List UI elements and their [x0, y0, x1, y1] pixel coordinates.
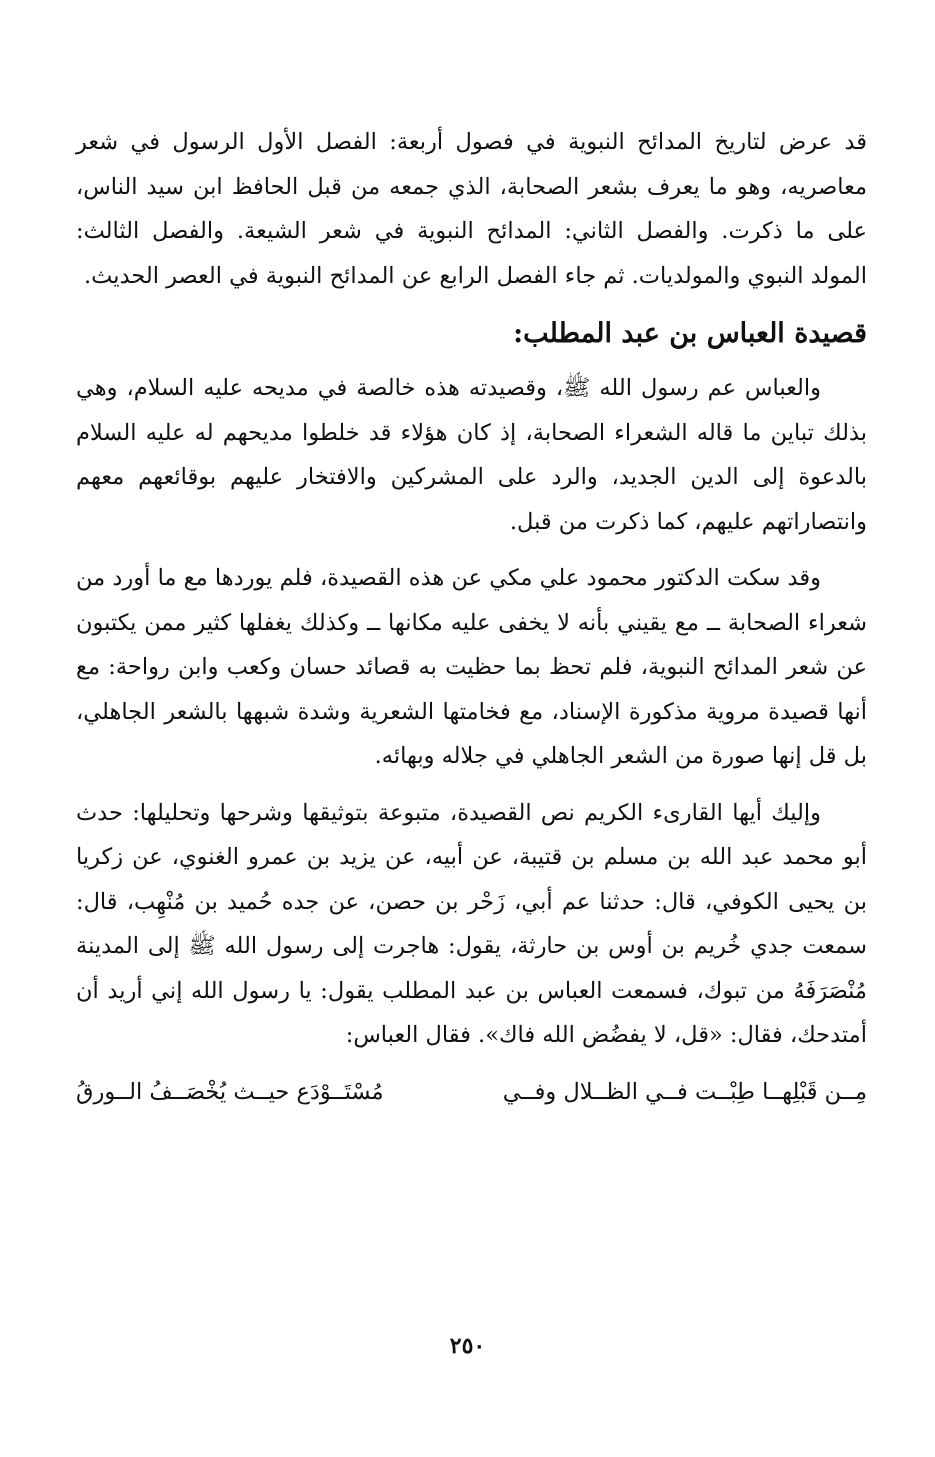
abbas-intro-paragraph: والعباس عم رسول الله ﷺ، وقصيدته هذه خالصة في مديحه عليه السلام، وهي بذلك تباين ما قاله الشعراء الصحابة، إذ كان هؤلاء قد خلطوا مديحهم له عليه السلام بالدعوة إلى الدين الجديد، والرد على المشركين والافتخار عليهم بوقائعهم معهم وانتصاراتهم عليهم، كما ذكرت من قبل.	[76, 375, 867, 535]
page-body	[76, 120, 867, 1114]
silence-paragraph: وقد سكت الدكتور محمود علي مكي عن هذه القصيدة، فلم يوردها مع ما أورد من شعراء الصحابة ــ مع يقيني بأنه لا يخفى عليه مكانها ــ وكذلك يغفلها كثير ممن يكتبون عن شعر المدائح النبوية، فلم تحظ بما حظيت به قصائد حسان وكعب وابن رواحة: مع أنها قصيدة مروية مذكورة الإسناد، مع فخامتها الشعرية وشدة شبهها بالشعر الجاهلي، بل قل إنها صورة من الشعر الجاهلي في جلاله وبهائه.	[76, 565, 867, 769]
isnad-paragraph: وإليك أيها القارىء الكريم نص القصيدة، متبوعة بتوثيقها وشرحها وتحليلها: حدث أبو محمد عبد الله بن مسلم بن قتيبة، عن أبيه، عن يزيد بن عمرو الغنوي، عن زكريا بن يحيى الكوفي، قال: حدثنا عم أبي، زَحْر بن حصن، عن جده حُميد بن مُنْهِب، قال: سمعت جدي خُريم بن أوس بن حارثة، يقول: هاجرت إلى رسول الله ﷺ إلى المدينة مُنْصَرَفَهُ من تبوك، فسمعت العباس بن عبد المطلب يقول: يا رسول الله إني أريد أن أمتدحك، فقال: «قل، لا يفضُض الله فاك». فقال العباس:	[76, 799, 867, 1048]
poem-verse	[76, 1070, 867, 1114]
section-heading: قصيدة العباس بن عبد المطلب:	[513, 318, 867, 349]
intro-paragraph: قد عرض لتاريخ المدائح النبوية في فصول أربعة: الفصل الأول الرسول في شعر معاصريه، وهو ما يعرف بشعر الصحابة، الذي جمعه من قبل الحافظ ابن سيد الناس، على ما ذكرت. والفصل الثاني: المدائح النبوية في شعر الشيعة. والفصل الثالث: المولد النبوي والمولديات. ثم جاء الفصل الرابع عن المدائح النبوية في العصر الحديث.	[76, 129, 867, 289]
page-number: ٢٥٠	[449, 1333, 486, 1359]
verse-first-hemistich: مِــن قَبْلِهــا طِبْــت فــي الظــلال وفــي	[502, 1078, 867, 1105]
verse-second-hemistich: مُسْتَــوْدَع حيــث يُخْصَــفُ الــورقُ	[76, 1078, 384, 1105]
